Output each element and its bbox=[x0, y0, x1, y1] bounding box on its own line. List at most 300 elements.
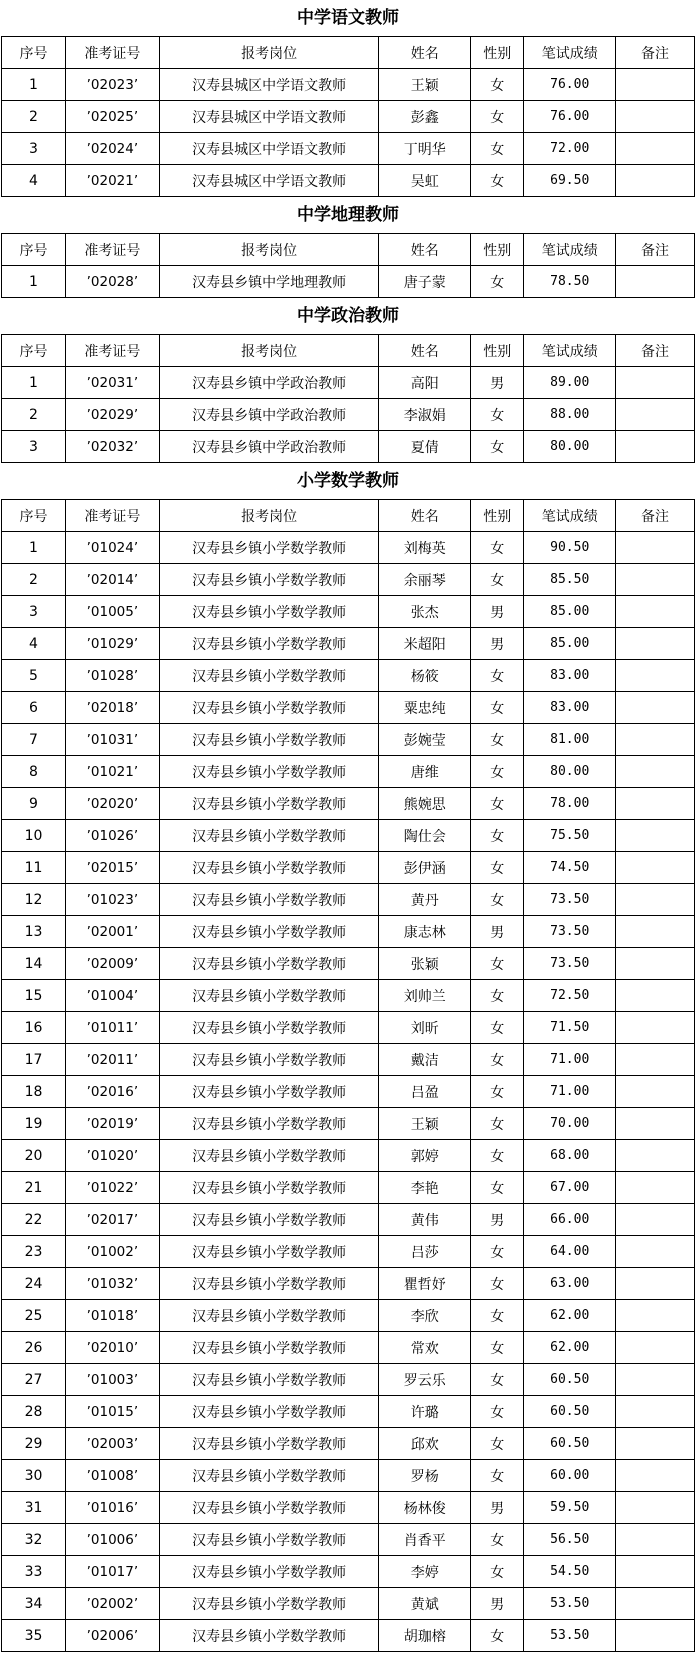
score-cell: 76.00 bbox=[524, 69, 616, 101]
exam-id-cell: ’01016’ bbox=[65, 1492, 159, 1524]
name-cell: 张杰 bbox=[379, 596, 471, 628]
remark-cell bbox=[616, 1396, 695, 1428]
name-cell: 熊婉思 bbox=[379, 788, 471, 820]
name-cell: 陶仕会 bbox=[379, 820, 471, 852]
gender-cell: 女 bbox=[471, 1460, 524, 1492]
position-cell: 汉寿县乡镇小学数学教师 bbox=[159, 1140, 379, 1172]
score-cell: 62.00 bbox=[524, 1300, 616, 1332]
gender-cell: 女 bbox=[471, 1556, 524, 1588]
remark-cell bbox=[616, 367, 695, 399]
table-row bbox=[2, 1172, 695, 1204]
index-cell: 4 bbox=[2, 628, 66, 660]
column-header: 备注 bbox=[616, 500, 695, 532]
remark-cell bbox=[616, 788, 695, 820]
table-row bbox=[2, 1300, 695, 1332]
exam-id-cell: ’01008’ bbox=[65, 1460, 159, 1492]
position-cell: 汉寿县乡镇小学数学教师 bbox=[159, 1236, 379, 1268]
score-cell: 73.50 bbox=[524, 948, 616, 980]
name-cell: 刘昕 bbox=[379, 1012, 471, 1044]
gender-cell: 女 bbox=[471, 564, 524, 596]
remark-cell bbox=[616, 1300, 695, 1332]
remark-cell bbox=[616, 1556, 695, 1588]
name-cell: 戴洁 bbox=[379, 1044, 471, 1076]
score-cell: 81.00 bbox=[524, 724, 616, 756]
remark-cell bbox=[616, 724, 695, 756]
score-cell: 80.00 bbox=[524, 756, 616, 788]
position-cell: 汉寿县乡镇小学数学教师 bbox=[159, 1524, 379, 1556]
index-cell: 1 bbox=[2, 69, 66, 101]
name-cell: 常欢 bbox=[379, 1332, 471, 1364]
exam-id-cell: ’02024’ bbox=[65, 133, 159, 165]
table-row bbox=[2, 1236, 695, 1268]
table-row bbox=[2, 1460, 695, 1492]
gender-cell: 女 bbox=[471, 660, 524, 692]
exam-id-cell: ’02006’ bbox=[65, 1620, 159, 1652]
exam-id-cell: ’02003’ bbox=[65, 1428, 159, 1460]
remark-cell bbox=[616, 596, 695, 628]
remark-cell bbox=[616, 1332, 695, 1364]
name-cell: 罗杨 bbox=[379, 1460, 471, 1492]
gender-cell: 女 bbox=[471, 1044, 524, 1076]
name-cell: 杨林俊 bbox=[379, 1492, 471, 1524]
exam-id-cell: ’02015’ bbox=[65, 852, 159, 884]
remark-cell bbox=[616, 1428, 695, 1460]
index-cell: 8 bbox=[2, 756, 66, 788]
column-header: 性别 bbox=[471, 335, 524, 367]
remark-cell bbox=[616, 1268, 695, 1300]
exam-id-cell: ’02009’ bbox=[65, 948, 159, 980]
name-cell: 吕莎 bbox=[379, 1236, 471, 1268]
remark-cell bbox=[616, 756, 695, 788]
gender-cell: 女 bbox=[471, 1236, 524, 1268]
remark-cell bbox=[616, 1044, 695, 1076]
position-cell: 汉寿县乡镇小学数学教师 bbox=[159, 1076, 379, 1108]
score-cell: 88.00 bbox=[524, 399, 616, 431]
table-row bbox=[2, 756, 695, 788]
section-title-geography: 中学地理教师 bbox=[297, 205, 399, 225]
index-cell: 17 bbox=[2, 1044, 66, 1076]
name-cell: 高阳 bbox=[379, 367, 471, 399]
column-header: 准考证号 bbox=[65, 234, 159, 266]
name-cell: 彭鑫 bbox=[379, 101, 471, 133]
gender-cell: 男 bbox=[471, 916, 524, 948]
remark-cell bbox=[616, 820, 695, 852]
remark-cell bbox=[616, 1140, 695, 1172]
name-cell: 郭婷 bbox=[379, 1140, 471, 1172]
score-cell: 69.50 bbox=[524, 165, 616, 197]
name-cell: 李艳 bbox=[379, 1172, 471, 1204]
index-cell: 29 bbox=[2, 1428, 66, 1460]
exam-id-cell: ’02011’ bbox=[65, 1044, 159, 1076]
column-header: 笔试成绩 bbox=[524, 335, 616, 367]
table-row bbox=[2, 1044, 695, 1076]
remark-cell bbox=[616, 1524, 695, 1556]
position-cell: 汉寿县乡镇小学数学教师 bbox=[159, 628, 379, 660]
position-cell: 汉寿县乡镇小学数学教师 bbox=[159, 1620, 379, 1652]
table-geography bbox=[1, 233, 695, 298]
name-cell: 吴虹 bbox=[379, 165, 471, 197]
exam-id-cell: ’01032’ bbox=[65, 1268, 159, 1300]
table-politics bbox=[1, 334, 695, 463]
name-cell: 黄伟 bbox=[379, 1204, 471, 1236]
remark-cell bbox=[616, 1204, 695, 1236]
gender-cell: 女 bbox=[471, 1268, 524, 1300]
gender-cell: 女 bbox=[471, 1300, 524, 1332]
table-row bbox=[2, 596, 695, 628]
position-cell: 汉寿县乡镇小学数学教师 bbox=[159, 724, 379, 756]
name-cell: 余丽琴 bbox=[379, 564, 471, 596]
score-cell: 53.50 bbox=[524, 1620, 616, 1652]
gender-cell: 男 bbox=[471, 628, 524, 660]
gender-cell: 女 bbox=[471, 133, 524, 165]
gender-cell: 女 bbox=[471, 1108, 524, 1140]
column-header: 报考岗位 bbox=[159, 335, 379, 367]
remark-cell bbox=[616, 101, 695, 133]
remark-cell bbox=[616, 660, 695, 692]
table-header-row bbox=[2, 37, 695, 69]
position-cell: 汉寿县乡镇小学数学教师 bbox=[159, 1172, 379, 1204]
column-header: 准考证号 bbox=[65, 37, 159, 69]
score-cell: 60.50 bbox=[524, 1428, 616, 1460]
section-title-math: 小学数学教师 bbox=[297, 471, 399, 491]
score-cell: 75.50 bbox=[524, 820, 616, 852]
table-row bbox=[2, 133, 695, 165]
index-cell: 5 bbox=[2, 660, 66, 692]
column-header: 笔试成绩 bbox=[524, 37, 616, 69]
column-header: 姓名 bbox=[379, 37, 471, 69]
exam-id-cell: ’01017’ bbox=[65, 1556, 159, 1588]
table-row bbox=[2, 165, 695, 197]
exam-id-cell: ’01018’ bbox=[65, 1300, 159, 1332]
score-cell: 59.50 bbox=[524, 1492, 616, 1524]
score-cell: 90.50 bbox=[524, 532, 616, 564]
position-cell: 汉寿县乡镇小学数学教师 bbox=[159, 692, 379, 724]
index-cell: 27 bbox=[2, 1364, 66, 1396]
table-row bbox=[2, 884, 695, 916]
exam-id-cell: ’02020’ bbox=[65, 788, 159, 820]
name-cell: 杨筱 bbox=[379, 660, 471, 692]
index-cell: 35 bbox=[2, 1620, 66, 1652]
remark-cell bbox=[616, 1492, 695, 1524]
column-header: 姓名 bbox=[379, 335, 471, 367]
position-cell: 汉寿县城区中学语文教师 bbox=[159, 101, 379, 133]
table-row bbox=[2, 532, 695, 564]
gender-cell: 女 bbox=[471, 980, 524, 1012]
score-cell: 71.00 bbox=[524, 1076, 616, 1108]
column-header: 报考岗位 bbox=[159, 500, 379, 532]
gender-cell: 女 bbox=[471, 1364, 524, 1396]
table-row bbox=[2, 980, 695, 1012]
index-cell: 11 bbox=[2, 852, 66, 884]
name-cell: 邱欢 bbox=[379, 1428, 471, 1460]
gender-cell: 女 bbox=[471, 399, 524, 431]
position-cell: 汉寿县乡镇小学数学教师 bbox=[159, 756, 379, 788]
index-cell: 25 bbox=[2, 1300, 66, 1332]
position-cell: 汉寿县乡镇小学数学教师 bbox=[159, 596, 379, 628]
gender-cell: 男 bbox=[471, 1588, 524, 1620]
table-row bbox=[2, 1140, 695, 1172]
score-cell: 78.00 bbox=[524, 788, 616, 820]
name-cell: 唐子蒙 bbox=[379, 266, 471, 298]
score-cell: 63.00 bbox=[524, 1268, 616, 1300]
column-header: 准考证号 bbox=[65, 335, 159, 367]
name-cell: 丁明华 bbox=[379, 133, 471, 165]
score-cell: 68.00 bbox=[524, 1140, 616, 1172]
exam-id-cell: ’02029’ bbox=[65, 399, 159, 431]
position-cell: 汉寿县乡镇小学数学教师 bbox=[159, 1460, 379, 1492]
position-cell: 汉寿县乡镇小学数学教师 bbox=[159, 1492, 379, 1524]
exam-id-cell: ’02016’ bbox=[65, 1076, 159, 1108]
table-row bbox=[2, 1428, 695, 1460]
index-cell: 15 bbox=[2, 980, 66, 1012]
column-header: 姓名 bbox=[379, 500, 471, 532]
table-row bbox=[2, 916, 695, 948]
table-chinese bbox=[1, 36, 695, 197]
table-row bbox=[2, 431, 695, 463]
exam-id-cell: ’01005’ bbox=[65, 596, 159, 628]
index-cell: 22 bbox=[2, 1204, 66, 1236]
remark-cell bbox=[616, 1076, 695, 1108]
table-row bbox=[2, 1556, 695, 1588]
index-cell: 1 bbox=[2, 532, 66, 564]
name-cell: 王颖 bbox=[379, 69, 471, 101]
index-cell: 10 bbox=[2, 820, 66, 852]
exam-id-cell: ’01031’ bbox=[65, 724, 159, 756]
position-cell: 汉寿县城区中学语文教师 bbox=[159, 165, 379, 197]
gender-cell: 女 bbox=[471, 266, 524, 298]
column-header: 准考证号 bbox=[65, 500, 159, 532]
position-cell: 汉寿县乡镇小学数学教师 bbox=[159, 1012, 379, 1044]
gender-cell: 男 bbox=[471, 367, 524, 399]
table-row bbox=[2, 1108, 695, 1140]
index-cell: 28 bbox=[2, 1396, 66, 1428]
position-cell: 汉寿县乡镇小学数学教师 bbox=[159, 1364, 379, 1396]
position-cell: 汉寿县乡镇小学数学教师 bbox=[159, 660, 379, 692]
position-cell: 汉寿县乡镇中学政治教师 bbox=[159, 399, 379, 431]
table-row bbox=[2, 101, 695, 133]
gender-cell: 女 bbox=[471, 692, 524, 724]
score-cell: 71.50 bbox=[524, 1012, 616, 1044]
gender-cell: 女 bbox=[471, 165, 524, 197]
score-cell: 78.50 bbox=[524, 266, 616, 298]
gender-cell: 女 bbox=[471, 431, 524, 463]
remark-cell bbox=[616, 1236, 695, 1268]
table-row bbox=[2, 820, 695, 852]
remark-cell bbox=[616, 266, 695, 298]
index-cell: 20 bbox=[2, 1140, 66, 1172]
exam-id-cell: ’01004’ bbox=[65, 980, 159, 1012]
table-row bbox=[2, 1620, 695, 1652]
name-cell: 瞿哲妤 bbox=[379, 1268, 471, 1300]
index-cell: 1 bbox=[2, 266, 66, 298]
remark-cell bbox=[616, 165, 695, 197]
column-header: 备注 bbox=[616, 37, 695, 69]
exam-id-cell: ’01024’ bbox=[65, 532, 159, 564]
index-cell: 33 bbox=[2, 1556, 66, 1588]
position-cell: 汉寿县乡镇小学数学教师 bbox=[159, 1588, 379, 1620]
remark-cell bbox=[616, 884, 695, 916]
score-cell: 83.00 bbox=[524, 660, 616, 692]
column-header: 姓名 bbox=[379, 234, 471, 266]
name-cell: 张颖 bbox=[379, 948, 471, 980]
index-cell: 3 bbox=[2, 431, 66, 463]
table-row bbox=[2, 788, 695, 820]
index-cell: 26 bbox=[2, 1332, 66, 1364]
score-cell: 56.50 bbox=[524, 1524, 616, 1556]
table-row bbox=[2, 692, 695, 724]
exam-id-cell: ’01015’ bbox=[65, 1396, 159, 1428]
table-row bbox=[2, 69, 695, 101]
position-cell: 汉寿县乡镇小学数学教师 bbox=[159, 916, 379, 948]
exam-id-cell: ’02021’ bbox=[65, 165, 159, 197]
score-cell: 72.50 bbox=[524, 980, 616, 1012]
name-cell: 胡珈榕 bbox=[379, 1620, 471, 1652]
remark-cell bbox=[616, 1172, 695, 1204]
table-row bbox=[2, 1012, 695, 1044]
position-cell: 汉寿县乡镇小学数学教师 bbox=[159, 980, 379, 1012]
name-cell: 李淑娟 bbox=[379, 399, 471, 431]
gender-cell: 女 bbox=[471, 948, 524, 980]
gender-cell: 女 bbox=[471, 756, 524, 788]
position-cell: 汉寿县乡镇小学数学教师 bbox=[159, 884, 379, 916]
table-row bbox=[2, 367, 695, 399]
column-header: 报考岗位 bbox=[159, 37, 379, 69]
gender-cell: 女 bbox=[471, 532, 524, 564]
name-cell: 刘梅英 bbox=[379, 532, 471, 564]
index-cell: 30 bbox=[2, 1460, 66, 1492]
index-cell: 31 bbox=[2, 1492, 66, 1524]
gender-cell: 男 bbox=[471, 1204, 524, 1236]
name-cell: 肖香平 bbox=[379, 1524, 471, 1556]
score-cell: 60.50 bbox=[524, 1364, 616, 1396]
exam-id-cell: ’02010’ bbox=[65, 1332, 159, 1364]
score-cell: 66.00 bbox=[524, 1204, 616, 1236]
score-cell: 53.50 bbox=[524, 1588, 616, 1620]
name-cell: 粟忠纯 bbox=[379, 692, 471, 724]
gender-cell: 女 bbox=[471, 1620, 524, 1652]
gender-cell: 男 bbox=[471, 1492, 524, 1524]
remark-cell bbox=[616, 1012, 695, 1044]
position-cell: 汉寿县城区中学语文教师 bbox=[159, 69, 379, 101]
score-cell: 71.00 bbox=[524, 1044, 616, 1076]
table-row bbox=[2, 1396, 695, 1428]
name-cell: 黄斌 bbox=[379, 1588, 471, 1620]
name-cell: 李婷 bbox=[379, 1556, 471, 1588]
index-cell: 18 bbox=[2, 1076, 66, 1108]
remark-cell bbox=[616, 852, 695, 884]
index-cell: 19 bbox=[2, 1108, 66, 1140]
name-cell: 罗云乐 bbox=[379, 1364, 471, 1396]
gender-cell: 女 bbox=[471, 724, 524, 756]
score-cell: 60.00 bbox=[524, 1460, 616, 1492]
position-cell: 汉寿县乡镇小学数学教师 bbox=[159, 1108, 379, 1140]
index-cell: 1 bbox=[2, 367, 66, 399]
position-cell: 汉寿县乡镇小学数学教师 bbox=[159, 532, 379, 564]
name-cell: 吕盈 bbox=[379, 1076, 471, 1108]
position-cell: 汉寿县乡镇小学数学教师 bbox=[159, 1556, 379, 1588]
exam-id-cell: ’01023’ bbox=[65, 884, 159, 916]
index-cell: 9 bbox=[2, 788, 66, 820]
name-cell: 彭婉莹 bbox=[379, 724, 471, 756]
index-cell: 4 bbox=[2, 165, 66, 197]
name-cell: 刘帅兰 bbox=[379, 980, 471, 1012]
index-cell: 23 bbox=[2, 1236, 66, 1268]
exam-id-cell: ’02032’ bbox=[65, 431, 159, 463]
position-cell: 汉寿县乡镇小学数学教师 bbox=[159, 1428, 379, 1460]
remark-cell bbox=[616, 532, 695, 564]
score-cell: 76.00 bbox=[524, 101, 616, 133]
position-cell: 汉寿县乡镇中学地理教师 bbox=[159, 266, 379, 298]
exam-id-cell: ’02001’ bbox=[65, 916, 159, 948]
index-cell: 3 bbox=[2, 596, 66, 628]
score-cell: 74.50 bbox=[524, 852, 616, 884]
score-cell: 72.00 bbox=[524, 133, 616, 165]
remark-cell bbox=[616, 948, 695, 980]
exam-id-cell: ’02018’ bbox=[65, 692, 159, 724]
table-header-row bbox=[2, 335, 695, 367]
name-cell: 李欣 bbox=[379, 1300, 471, 1332]
exam-id-cell: ’01029’ bbox=[65, 628, 159, 660]
position-cell: 汉寿县乡镇小学数学教师 bbox=[159, 948, 379, 980]
exam-id-cell: ’01026’ bbox=[65, 820, 159, 852]
index-cell: 6 bbox=[2, 692, 66, 724]
remark-cell bbox=[616, 431, 695, 463]
column-header: 性别 bbox=[471, 234, 524, 266]
position-cell: 汉寿县城区中学语文教师 bbox=[159, 133, 379, 165]
remark-cell bbox=[616, 69, 695, 101]
exam-id-cell: ’01003’ bbox=[65, 1364, 159, 1396]
gender-cell: 女 bbox=[471, 69, 524, 101]
name-cell: 许璐 bbox=[379, 1396, 471, 1428]
gender-cell: 女 bbox=[471, 788, 524, 820]
table-header-row bbox=[2, 234, 695, 266]
gender-cell: 女 bbox=[471, 1076, 524, 1108]
table-row bbox=[2, 1268, 695, 1300]
column-header: 序号 bbox=[2, 37, 66, 69]
exam-id-cell: ’01020’ bbox=[65, 1140, 159, 1172]
position-cell: 汉寿县乡镇小学数学教师 bbox=[159, 852, 379, 884]
section-title-chinese: 中学语文教师 bbox=[297, 8, 399, 28]
exam-id-cell: ’02002’ bbox=[65, 1588, 159, 1620]
gender-cell: 女 bbox=[471, 1524, 524, 1556]
index-cell: 3 bbox=[2, 133, 66, 165]
gender-cell: 女 bbox=[471, 1012, 524, 1044]
remark-cell bbox=[616, 399, 695, 431]
index-cell: 14 bbox=[2, 948, 66, 980]
table-row bbox=[2, 948, 695, 980]
name-cell: 康志林 bbox=[379, 916, 471, 948]
gender-cell: 女 bbox=[471, 101, 524, 133]
index-cell: 2 bbox=[2, 399, 66, 431]
table-row bbox=[2, 1204, 695, 1236]
table-row bbox=[2, 852, 695, 884]
exam-id-cell: ’01028’ bbox=[65, 660, 159, 692]
table-row bbox=[2, 1524, 695, 1556]
table-row bbox=[2, 266, 695, 298]
gender-cell: 女 bbox=[471, 1396, 524, 1428]
position-cell: 汉寿县乡镇小学数学教师 bbox=[159, 820, 379, 852]
name-cell: 米超阳 bbox=[379, 628, 471, 660]
position-cell: 汉寿县乡镇小学数学教师 bbox=[159, 1044, 379, 1076]
table-header-row bbox=[2, 500, 695, 532]
index-cell: 13 bbox=[2, 916, 66, 948]
position-cell: 汉寿县乡镇小学数学教师 bbox=[159, 564, 379, 596]
name-cell: 黄丹 bbox=[379, 884, 471, 916]
gender-cell: 女 bbox=[471, 1172, 524, 1204]
column-header: 性别 bbox=[471, 37, 524, 69]
score-cell: 80.00 bbox=[524, 431, 616, 463]
score-cell: 85.00 bbox=[524, 596, 616, 628]
